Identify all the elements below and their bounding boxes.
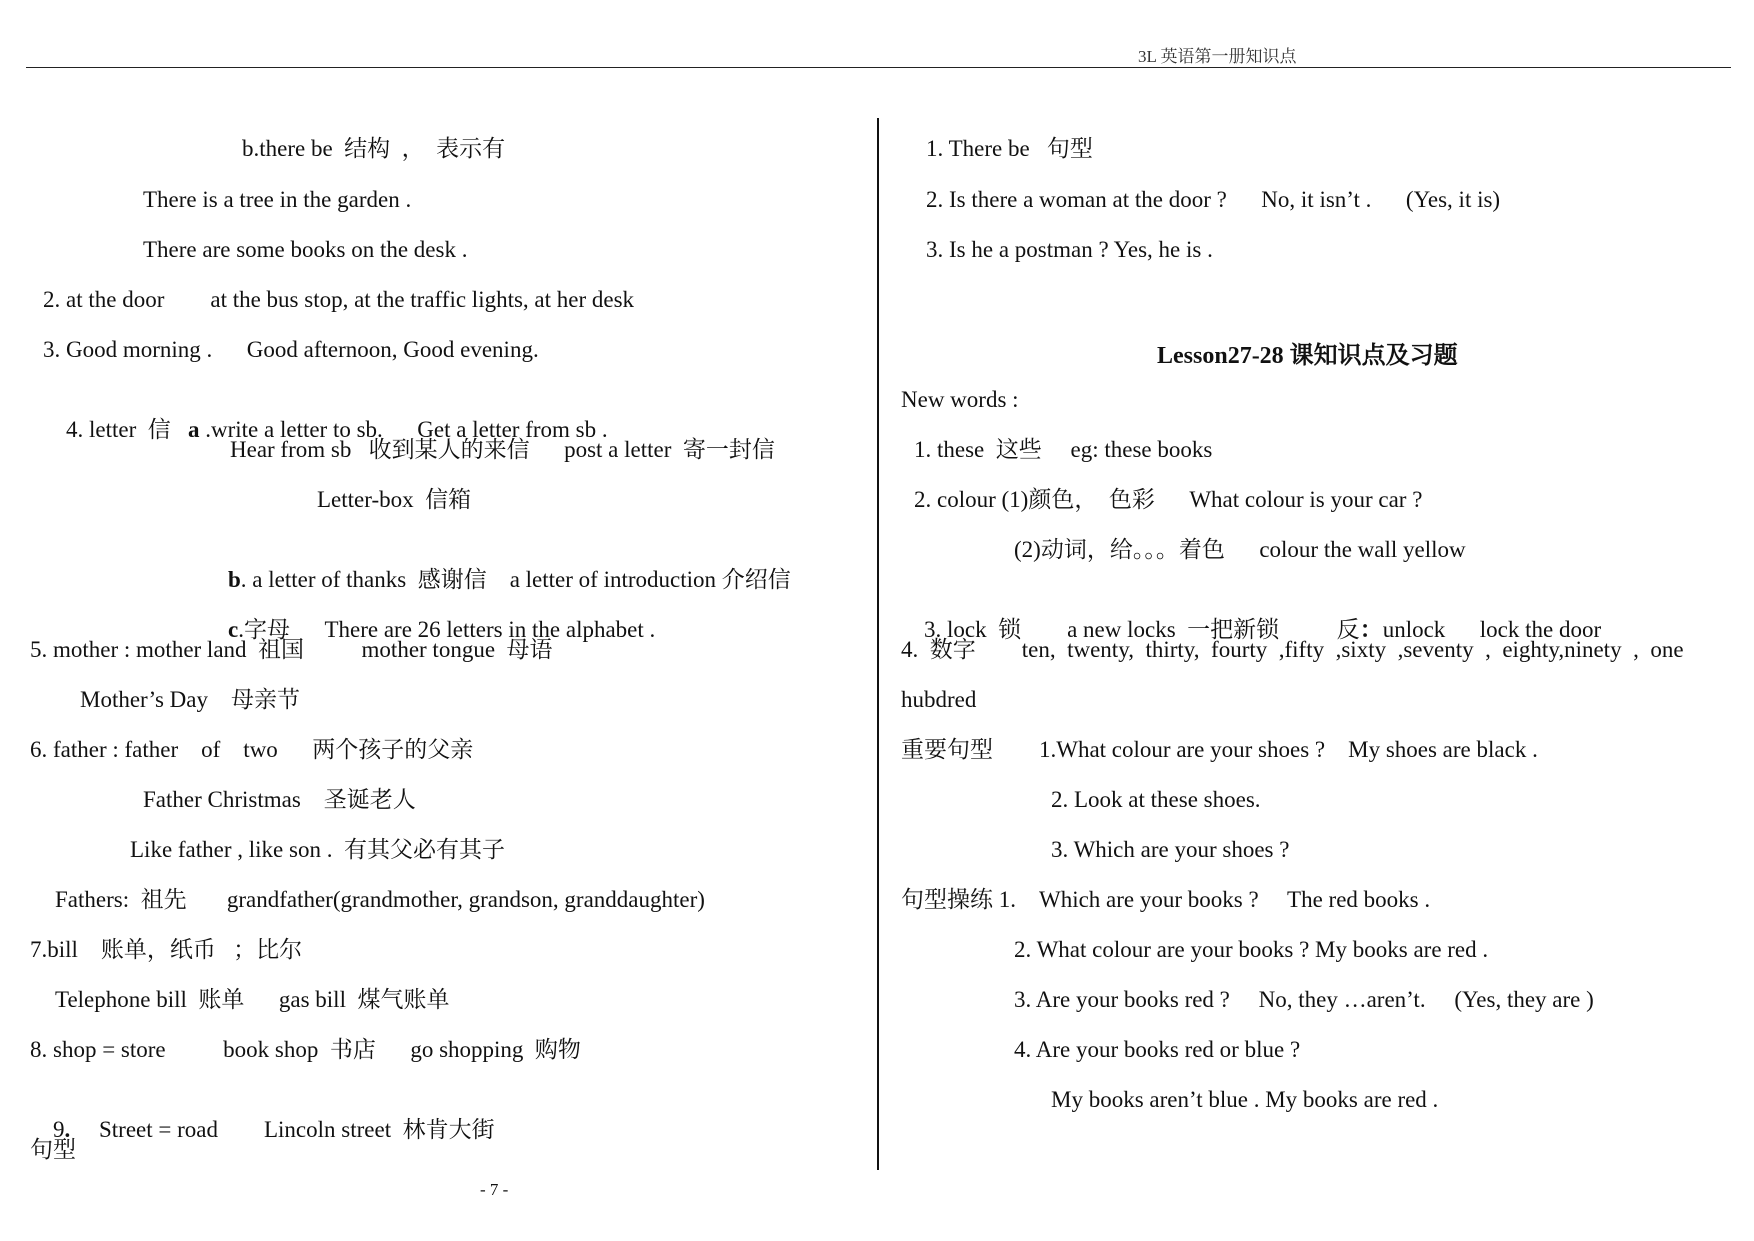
text-line: Mother’s Day 母亲节 — [80, 687, 300, 712]
text-line: 6. father : father of two 两个孩子的父亲 — [30, 737, 474, 762]
bold-marker: b — [228, 567, 241, 592]
text-segment: .字母 There are 26 letters in the alphabet . — [238, 617, 656, 642]
text-line: 3. Are your books red ? No, they …aren’t. (Yes, they are ) — [1014, 987, 1594, 1012]
text-line: Fathers: 祖先 grandfather(grandmother, grandson, granddaughter) — [55, 887, 705, 912]
text-line: 3. Which are your shoes ? — [1051, 837, 1290, 862]
text-line: There is a tree in the garden . — [143, 187, 412, 212]
text-line: Father Christmas 圣诞老人 — [143, 787, 416, 812]
text-line: Letter-box 信箱 — [317, 487, 472, 512]
lesson-heading: Lesson27-28 课知识点及习题 — [1157, 343, 1458, 369]
text-segment: 4. letter 信 — [66, 417, 188, 442]
bold-marker: c — [228, 617, 239, 642]
text-line: 4. Are your books red or blue ? — [1014, 1037, 1301, 1062]
text-line: 8. shop = store book shop 书店 go shopping 购物 — [30, 1037, 581, 1062]
text-line: 4. 数字 ten, twenty, thirty, fourty ,fifty ,sixty ,seventy , eighty,ninety , one — [901, 637, 1684, 662]
text-line: 句型 — [30, 1137, 76, 1162]
text-line: 1. There be 句型 — [926, 136, 1093, 161]
text-line: 句型操练 1. Which are your books ? The red books . — [901, 887, 1431, 912]
text-line: New words : — [901, 387, 1019, 412]
text-line: 2. at the door at the bus stop, at the traffic lights, at her desk — [43, 287, 635, 312]
text-line: Telephone bill 账单 gas bill 煤气账单 — [55, 987, 450, 1012]
text-line: 2. Is there a woman at the door ? No, it isn’t . (Yes, it is) — [926, 187, 1501, 212]
text-segment: 3. lock 锁 a new locks 一把新锁 反 — [924, 617, 1360, 642]
text-segment: .write a letter to sb. Get a letter from sb . — [199, 417, 608, 442]
bold-marker: a — [188, 417, 200, 442]
text-line — [30, 1085, 495, 1175]
text-line: Hear from sb 收到某人的来信 post a letter 寄一封信 — [230, 437, 775, 462]
text-line: 3. Is he a postman ? Yes, he is . — [926, 237, 1213, 262]
text-line: (2)动词，给。。。着色 colour the wall yellow — [1014, 537, 1466, 562]
text-segment: unlock lock the door — [1382, 617, 1602, 642]
header-rule — [26, 67, 1731, 68]
text-line: hubdred — [901, 687, 977, 712]
text-line: 7.bill 账单，纸币 ；比尔 — [30, 937, 303, 962]
text-line: 2. colour (1)颜色， 色彩 What colour is your car ? — [914, 487, 1423, 512]
text-line: 重要句型 1.What colour are your shoes ? My shoes are black . — [901, 737, 1538, 762]
text-line: 2. What colour are your books ? My books are red . — [1014, 937, 1489, 962]
header-title: 3L 英语第一册知识点 — [1138, 47, 1297, 66]
text-line: 3. Good morning . Good afternoon, Good evening. — [43, 337, 539, 362]
text-line: Like father , like son . 有其父必有其子 — [130, 837, 505, 862]
text-line: 1. these 这些 eg: these books — [914, 437, 1213, 462]
text-segment: . a letter of thanks 感谢信 a letter of introduction 介绍信 — [240, 567, 791, 592]
bold-marker: . — [64, 1117, 71, 1142]
column-divider — [877, 118, 879, 1170]
text-segment: 9 — [53, 1117, 65, 1142]
page-number: - 7 - — [480, 1180, 509, 1199]
text-line: b.there be 结构 ， 表示有 — [242, 136, 506, 161]
bold-marker: ： — [1359, 617, 1383, 642]
text-segment: Street = road Lincoln street 林肯大街 — [70, 1117, 495, 1142]
text-line: There are some books on the desk . — [143, 237, 468, 262]
text-line: 2. Look at these shoes. — [1051, 787, 1261, 812]
text-line: My books aren’t blue . My books are red . — [1051, 1087, 1439, 1112]
text-line: 5. mother : mother land 祖国 mother tongue 母语 — [30, 637, 553, 662]
